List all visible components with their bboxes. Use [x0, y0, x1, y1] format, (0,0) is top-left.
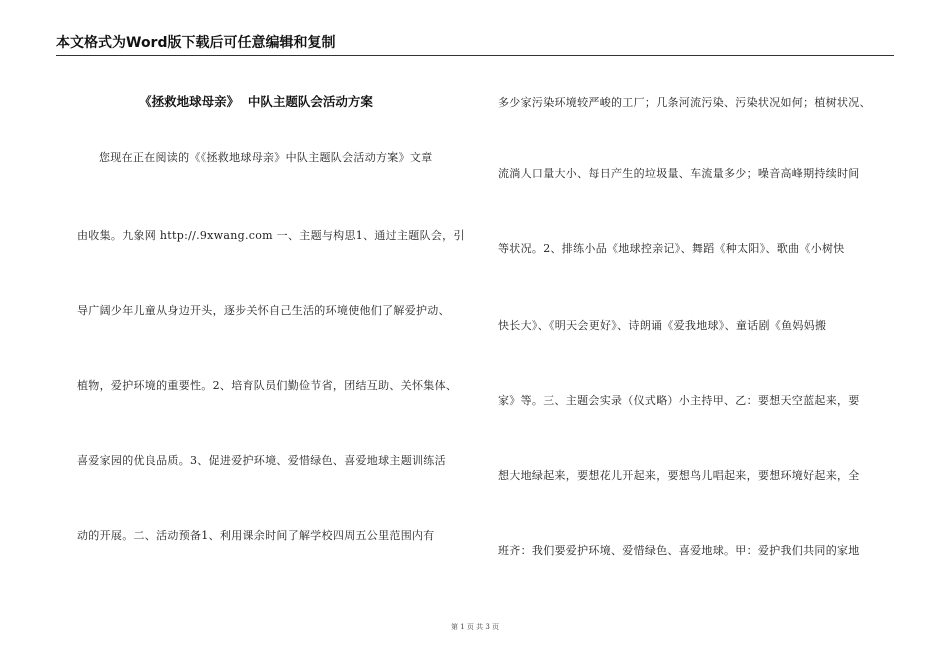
- body-line: 等状况。2、排练小品《地球控亲记》、舞蹈《种太阳》、歌曲《小树快: [498, 242, 845, 255]
- body-line: 植物，爱护环境的重要性。2、培育队员们勤俭节省，团结互助、关怀集体、: [77, 379, 458, 392]
- body-line: 多少家污染环境较严峻的工厂；几条河流污染、污染状况如何；植树状况、: [498, 96, 871, 109]
- body-line: 流淌人口量大小、每日产生的垃圾量、车流量多少；噪音高峰期持续时间: [498, 167, 860, 180]
- body-line: 快长大》、《明天会更好》、诗朗诵《爱我地球》、童话剧《鱼妈妈搬: [498, 319, 827, 332]
- document-title: 《拯救地球母亲》 中队主题队会活动方案: [139, 94, 373, 109]
- body-line: 家》等。三、主题会实录（仪式略）小主持甲、乙：要想天空蓝起来，要: [498, 394, 860, 407]
- page-indicator: 第 1 页 共 3 页: [450, 623, 500, 631]
- header-divider: [56, 55, 894, 56]
- body-line: 您现在正在阅读的《《拯救地球母亲》中队主题队会活动方案》文章: [99, 151, 433, 164]
- body-line: 班齐：我们要爱护环境、爱惜绿色、喜爱地球。甲：爱护我们共同的家地: [498, 544, 860, 557]
- body-line: 由收集。九象网 http://.9xwang.com 一、主题与构思1、通过主题队会，引: [77, 229, 465, 242]
- body-line: 想大地绿起来，要想花儿开起来，要想鸟儿唱起来，要想环境好起来，全: [498, 469, 860, 482]
- body-line: 动的开展。二、活动预备1、利用课余时间了解学校四周五公里范围内有: [77, 529, 435, 542]
- body-line: 喜爱家园的优良品质。3、促进爱护环境、爱惜绿色、喜爱地球主题训练活: [77, 454, 446, 467]
- header-banner: 本文格式为Word版下载后可任意编辑和复制: [56, 35, 336, 51]
- body-line: 导广阔少年儿童从身边开头，逐步关怀自己生活的环境使他们了解爱护动、: [77, 304, 450, 317]
